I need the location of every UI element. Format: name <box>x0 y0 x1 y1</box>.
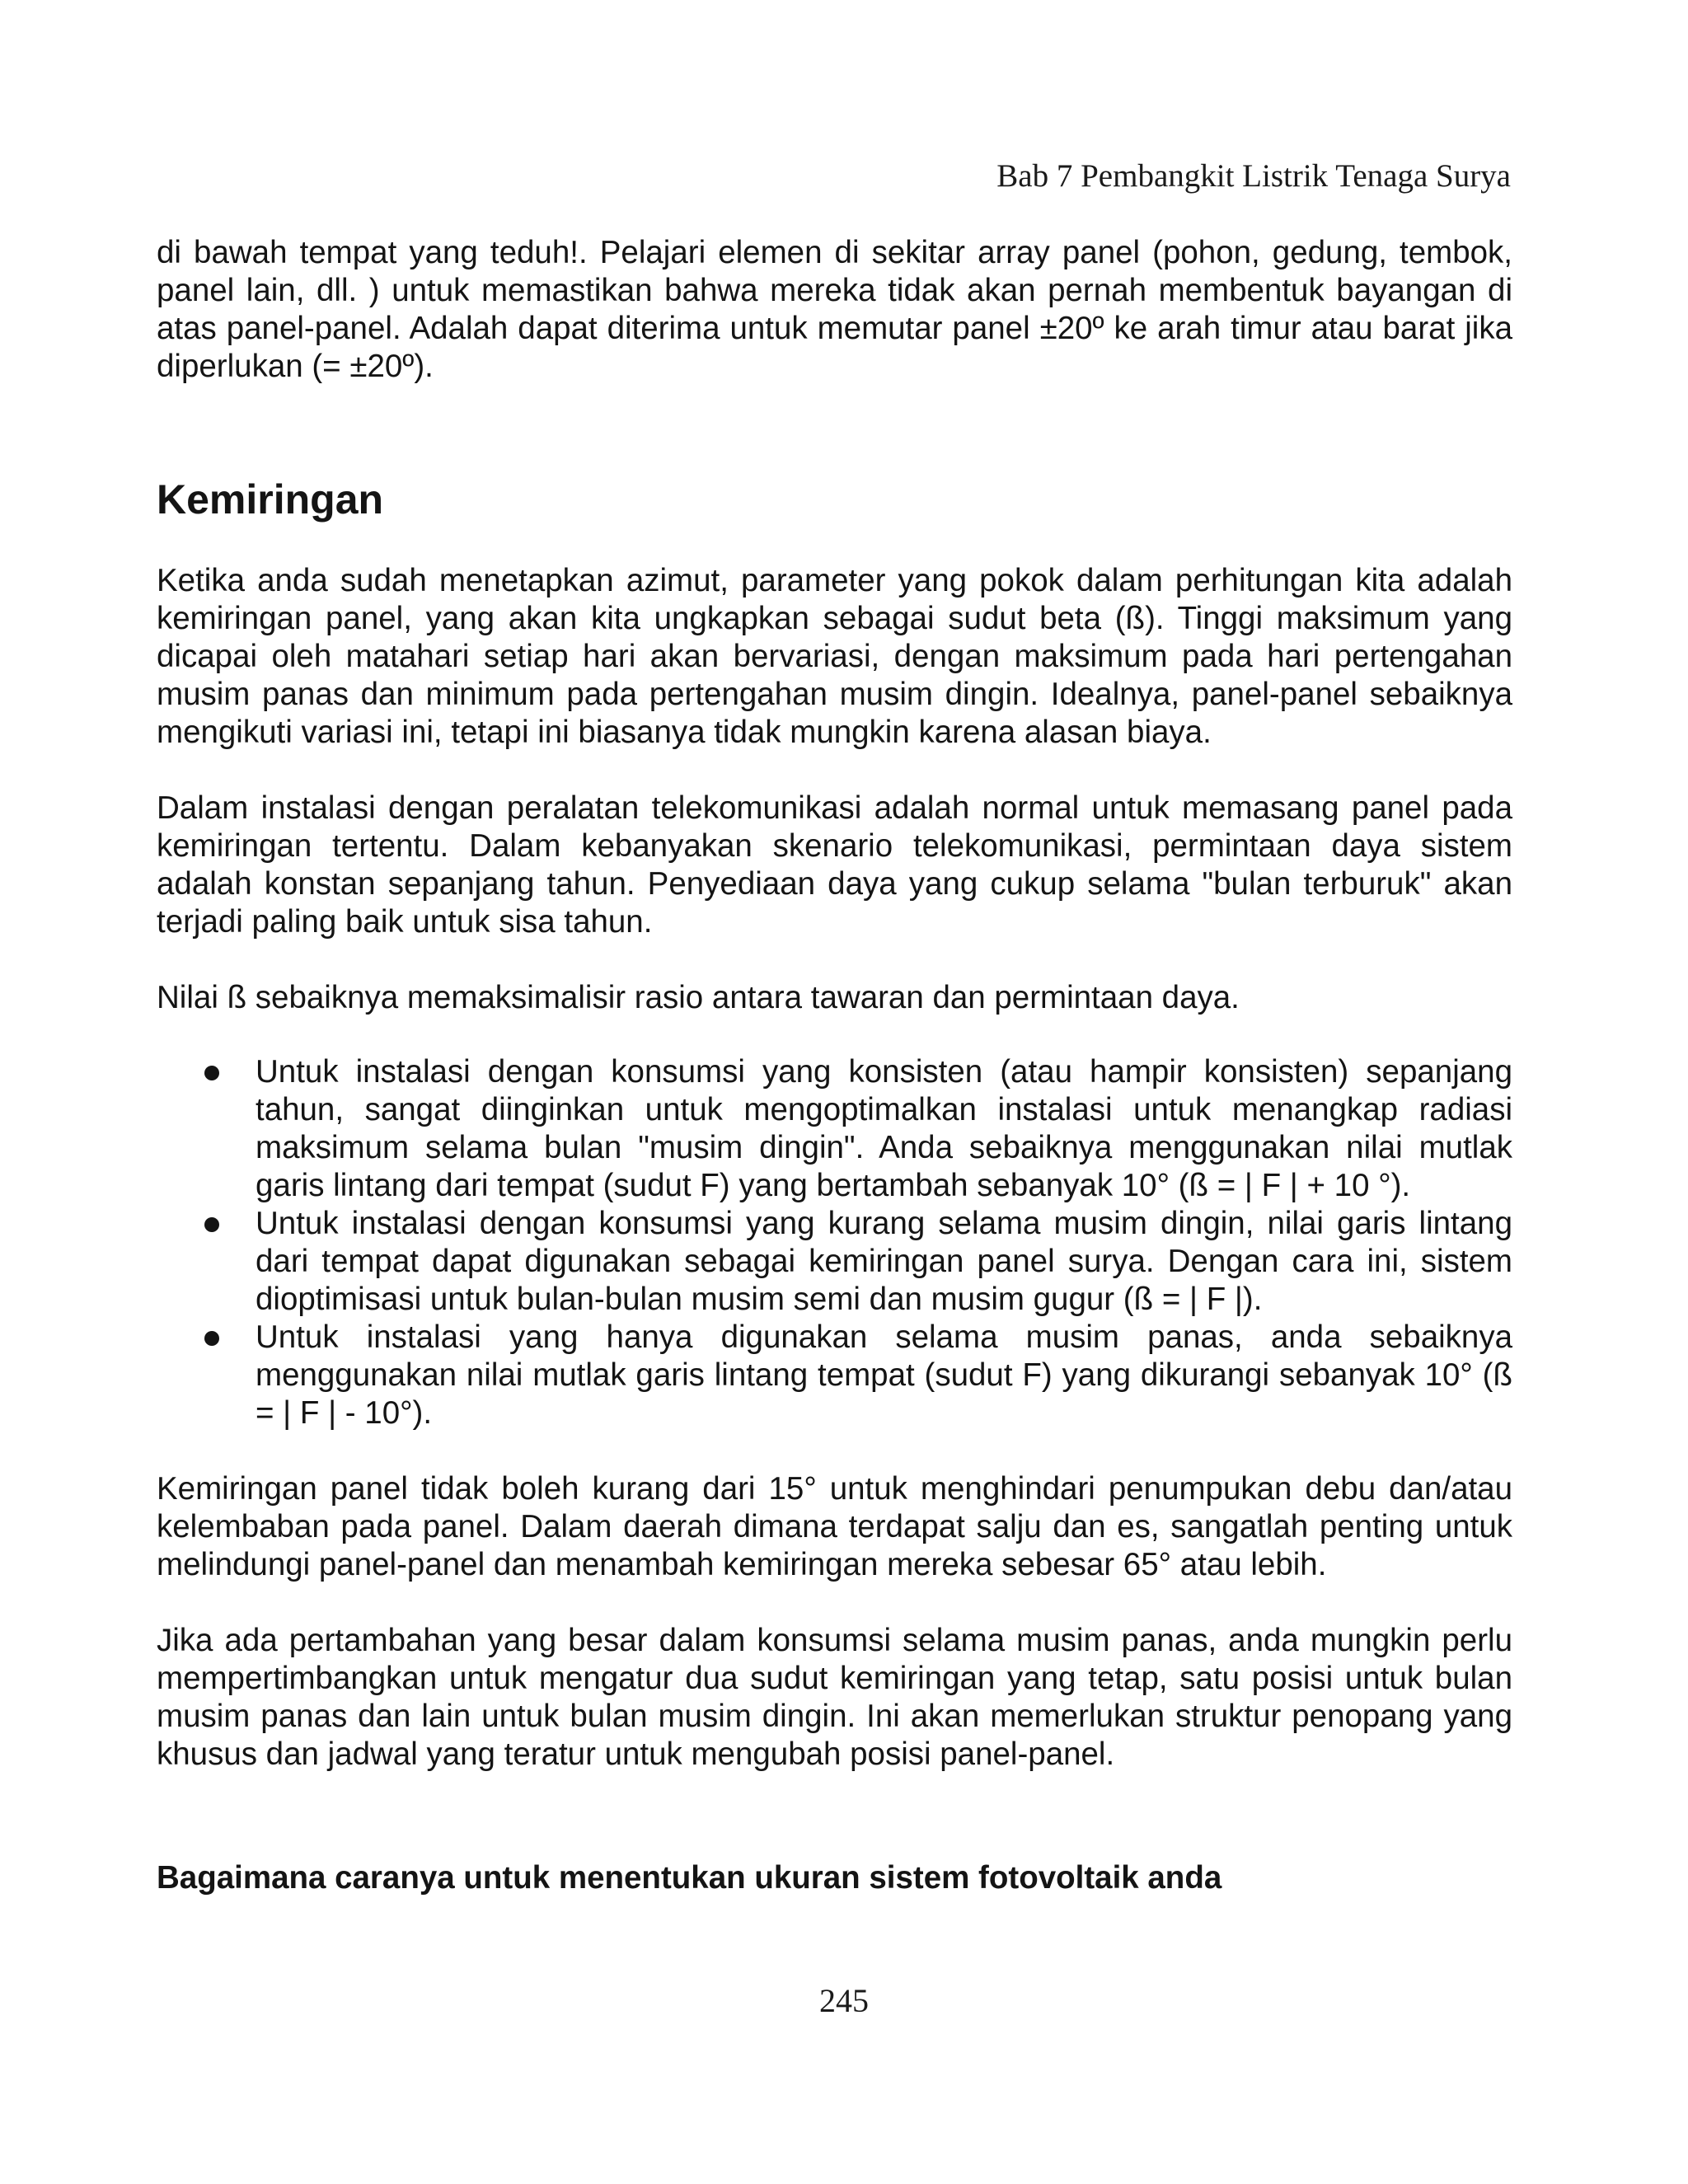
section-heading: Kemiringan <box>157 476 384 523</box>
paragraph-seasonal-tilt: Jika ada pertambahan yang besar dalam konsumsi selama musim panas, anda mungkin perlu mempertimbangkan untuk mengatur dua sudut kemiringan yang tetap, satu posisi untuk bulan musim panas dan lain untuk bulan musim dingin. Ini akan memerlukan struktur penopang yang khusus dan jadwal yang teratur untuk mengubah posisi panel-panel. <box>157 1623 1512 1772</box>
list-item-text: Untuk instalasi dengan konsumsi yang kurang selama musim dingin, nilai garis lintang dari tempat dapat digunakan sebagai kemiringan panel surya. Dengan cara ini, sistem dioptimisasi untuk bulan-bulan musim semi dan musim gugur (ß = | F |). <box>256 1206 1512 1317</box>
paragraph-telecom: Dalam instalasi dengan peralatan telekomunikasi adalah normal untuk memasang panel pada kemiringan tertentu. Dalam kebanyakan skenario telekomunikasi, permintaan daya sistem adalah konstan sepanjang tahun. Penyediaan daya yang cukup selama "bulan terburuk" akan terjadi paling baik untuk sisa tahun. <box>157 790 1512 940</box>
subheading-system-sizing: Bagaimana caranya untuk menentukan ukuran sistem fotovoltaik anda <box>157 1860 1222 1896</box>
list-item-text: Untuk instalasi yang hanya digunakan selama musim panas, anda sebaiknya menggunakan nilai mutlak garis lintang tempat (sudut F) yang dikurangi sebanyak 10° (ß = | F | - 10°). <box>256 1319 1512 1431</box>
page-number: 245 <box>819 1982 869 2019</box>
paragraph-minimum-tilt: Kemiringan panel tidak boleh kurang dari 15° untuk menghindari penumpukan debu dan/atau kelembaban pada panel. Dalam daerah dimana terdapat salju dan es, sangatlah penting untuk melindungi panel-panel dan menambah kemiringan mereka sebesar 65° atau lebih. <box>157 1471 1512 1582</box>
list-item <box>157 1319 1512 1432</box>
intro-paragraph: di bawah tempat yang teduh!. Pelajari elemen di sekitar array panel (pohon, gedung, tembok, panel lain, dll. ) untuk memastikan bahwa mereka tidak akan pernah membentuk bayangan di atas panel-panel. Adalah dapat diterima untuk memutar panel ±20º ke arah timur atau barat jika diperlukan (= ±20º). <box>157 235 1512 384</box>
bullet-icon <box>204 1331 219 1346</box>
list-item <box>157 1205 1512 1319</box>
paragraph-azimuth-tilt: Ketika anda sudah menetapkan azimut, parameter yang pokok dalam perhitungan kita adalah kemiringan panel, yang akan kita ungkapkan sebagai sudut beta (ß). Tinggi maksimum yang dicapai oleh matahari setiap hari akan bervariasi, dengan maksimum pada hari pertengahan musim panas dan minimum pada pertengahan musim dingin. Idealnya, panel-panel sebaiknya mengikuti variasi ini, tetapi ini biasanya tidak mungkin karena alasan biaya. <box>157 563 1512 750</box>
bullet-icon <box>204 1066 219 1080</box>
page-content <box>157 234 1512 1897</box>
list-item-text: Untuk instalasi dengan konsumsi yang konsisten (atau hampir konsisten) sepanjang tahun, sangat diinginkan untuk mengoptimalkan instalasi untuk menangkap radiasi maksimum selama bulan "musim dingin". Anda sebaiknya menggunakan nilai mutlak garis lintang dari tempat (sudut F) yang bertambah sebanyak 10° (ß = | F | + 10 °). <box>256 1054 1512 1203</box>
running-header: Bab 7 Pembangkit Listrik Tenaga Surya <box>996 158 1511 194</box>
list-item <box>157 1053 1512 1205</box>
paragraph-beta-ratio: Nilai ß sebaiknya memaksimalisir rasio antara tawaran dan permintaan daya. <box>157 980 1240 1015</box>
tilt-rules-list <box>157 1053 1512 1432</box>
bullet-icon <box>204 1217 219 1232</box>
